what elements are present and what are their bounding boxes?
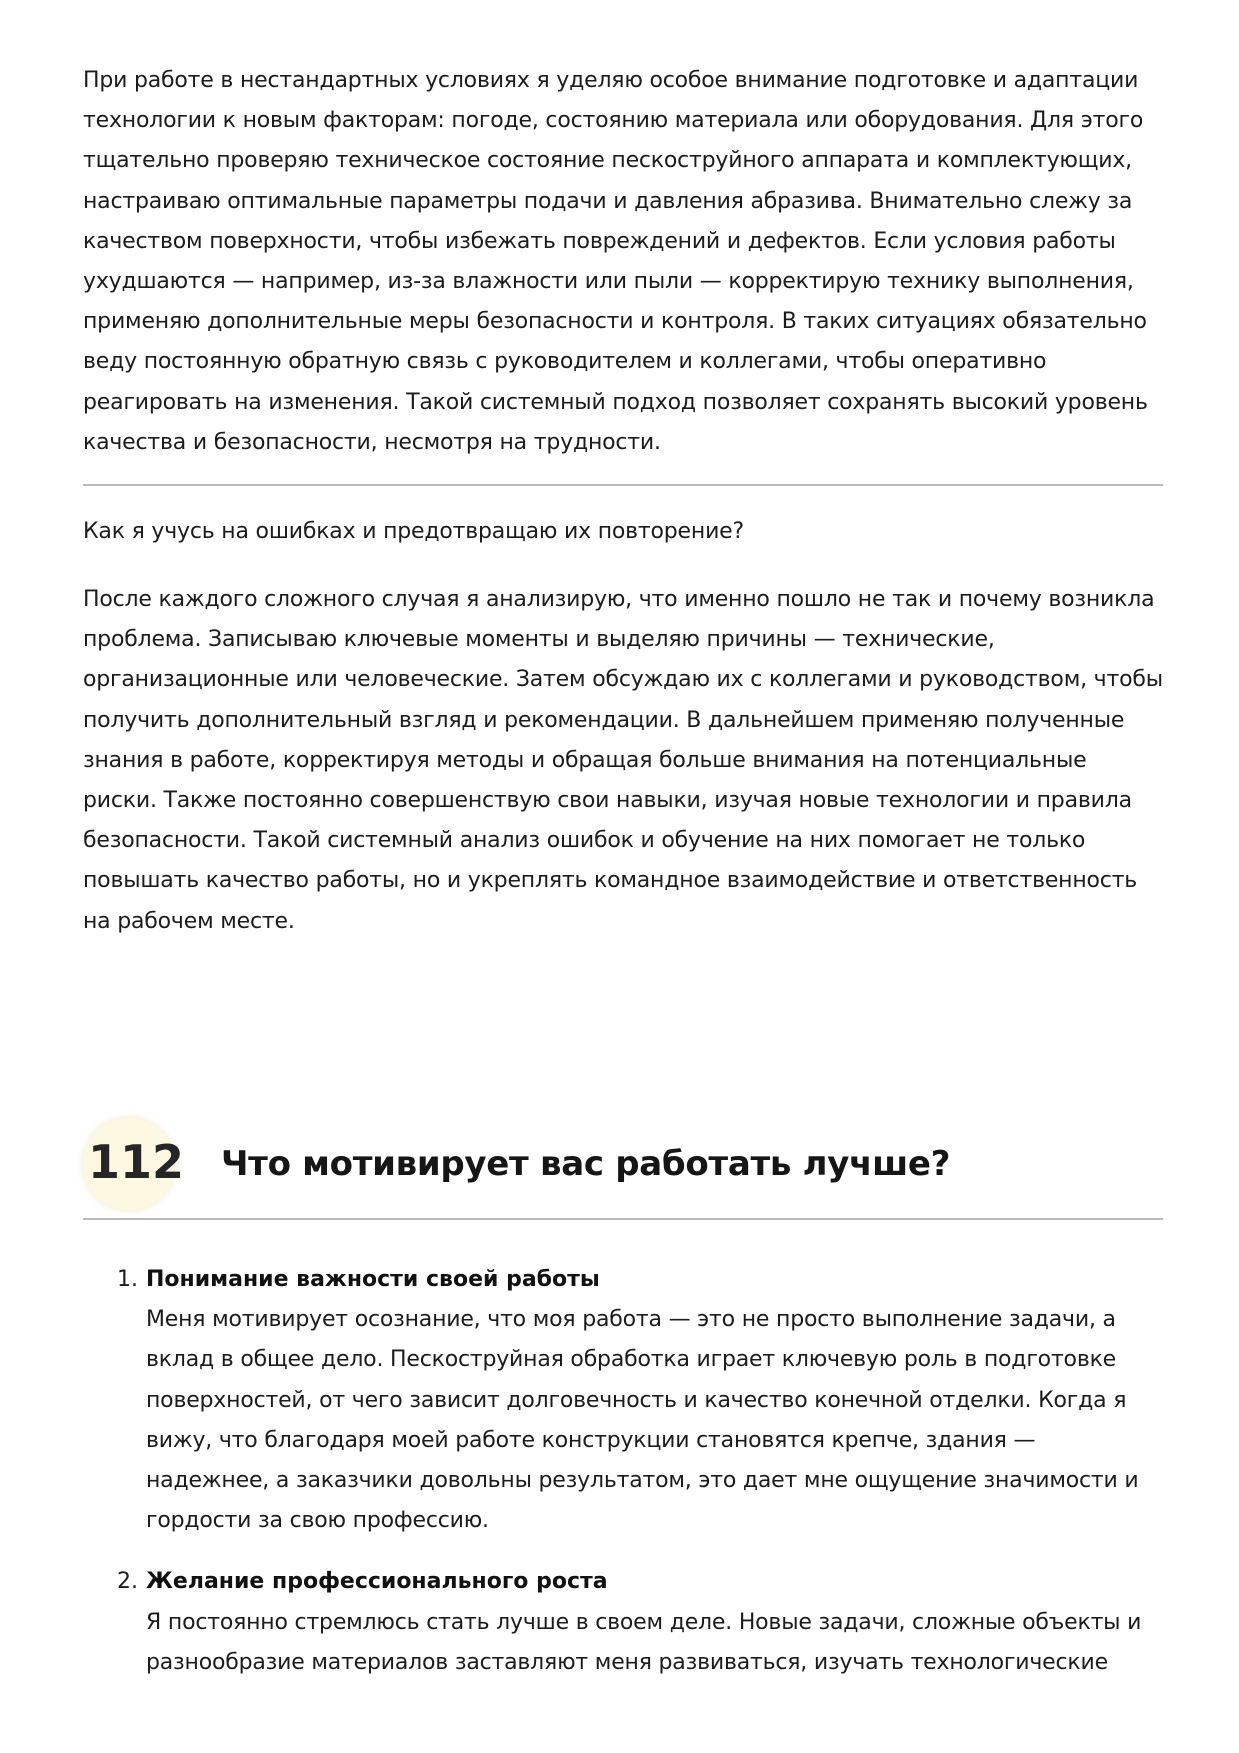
divider <box>83 484 1163 486</box>
list-item-number: 2. <box>117 1569 138 1595</box>
list-item <box>83 1260 1163 1541</box>
list-item-text: Я постоянно стремлюсь стать лучше в своем деле. Новые задачи, сложные объекты и разнообразие материалов заставляют меня развиваться, изучать технологические <box>146 1609 1142 1675</box>
answer-list <box>83 1260 1163 1704</box>
list-item <box>83 1562 1163 1683</box>
section-header <box>83 1118 1163 1216</box>
intro-paragraph: При работе в нестандартных условиях я уделяю особое внимание подготовке и адаптации технологии к новым факторам: погоде, состоянию материала или оборудования. Для этого тщательно проверяю техническое состояние пескоструйного аппарата и комплектующих, настраиваю оптимальные параметры подачи и давления абразива. Внимательно слежу за качеством поверхности, чтобы избежать повреждений и дефектов. Если условия работы ухудшаются — например, из-за влажности или пыли — корректирую технику выполнения, применяю дополнительные меры безопасности и контроля. В таких ситуациях обязательно веду постоянную обратную связь с руководителем и коллегами, чтобы оперативно реагировать на изменения. Такой системный подход позволяет сохранять высокий уровень качества и безопасности, несмотря на трудности. <box>83 68 1148 455</box>
list-item-number: 1. <box>117 1267 138 1292</box>
answer-paragraph: После каждого сложного случая я анализирую, что именно пошло не так и почему возникла проблема. Записываю ключевые моменты и выделяю причины — технические, организационные или человеческие. Затем обсуждаю их с коллегами и руководством, чтобы получить дополнительный взгляд и рекомендации. В дальнейшем применяю полученные знания в работе, корректируя методы и обращая больше внимания на потенциальные риски. Также постоянно совершенствую свои навыки, изучая новые технологии и правила безопасности. Такой системный анализ ошибок и обучение на них помогает не только повышать качество работы, но и укреплять командное взаимодействие и ответственность на рабочем месте. <box>83 587 1163 934</box>
list-item-text: Меня мотивирует осознание, что моя работа — это не просто выполнение задачи, а вклад в общее дело. Пескоструйная обработка играет ключевую роль в подготовке поверхностей, от чего зависит долговечность и качество конечной отделки. Когда я вижу, что благодаря моей работе конструкции становятся крепче, здания — надежнее, а заказчики довольны результатом, это дает мне ощущение значимости и гордости за свою профессию. <box>146 1307 1139 1534</box>
section-number: 112 <box>88 1135 185 1189</box>
section-divider <box>83 1218 1163 1220</box>
list-item-heading: Понимание важности своей работы <box>146 1267 600 1292</box>
question-heading: Как я учусь на ошибках и предотвращаю их повторение? <box>83 519 744 544</box>
list-item-heading: Желание профессионального роста <box>146 1569 608 1595</box>
section-title: Что мотивирует вас работать лучше? <box>221 1144 951 1184</box>
